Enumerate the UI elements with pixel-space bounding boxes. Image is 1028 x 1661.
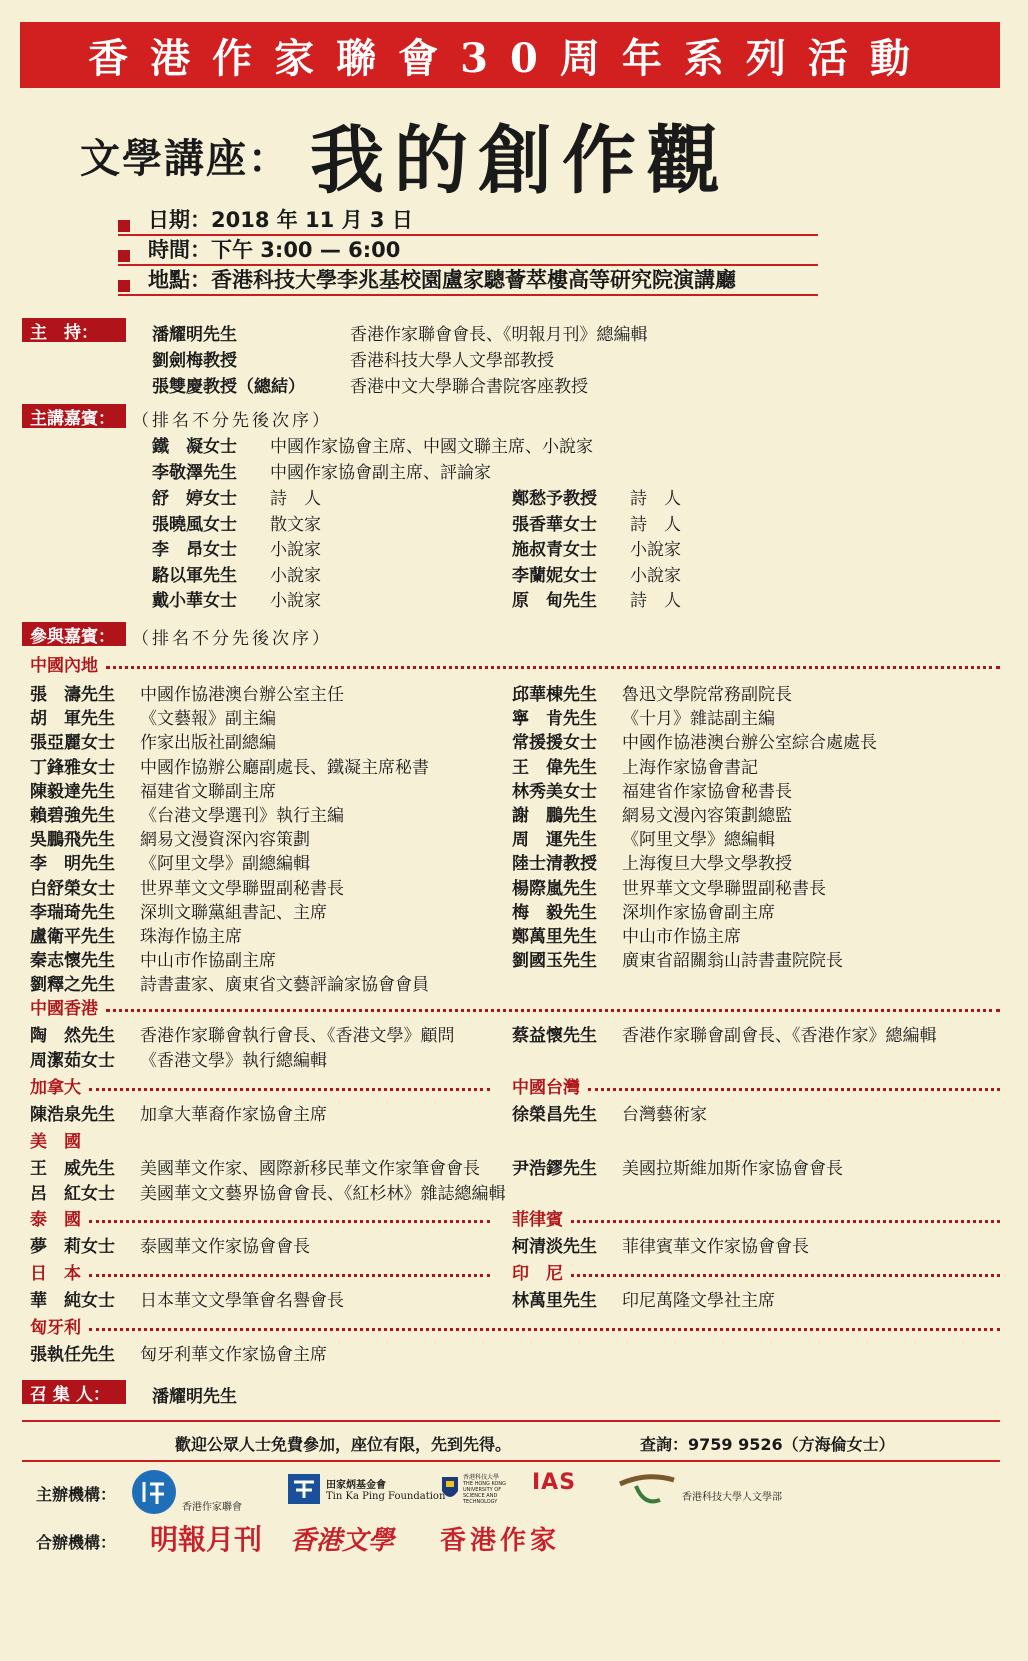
region-mainland: 中國內地	[30, 652, 1000, 674]
hosts-label: 主 持：	[22, 318, 126, 342]
participant-name: 梅 毅先生	[512, 902, 597, 923]
speaker-desc: 中國作家協會主席、中國文聯主席、小說家	[270, 437, 593, 457]
speaker-desc: 小說家	[630, 540, 681, 560]
participant-name: 盧衛平先生	[30, 927, 115, 947]
participant-name: 王 威先生	[30, 1159, 115, 1179]
participant-name: 蔡益懷先生	[512, 1026, 597, 1046]
participant-name: 劉釋之先生	[30, 975, 115, 996]
participant-desc: 美國華文文藝界協會會長、《紅杉林》雜誌總編輯	[140, 1184, 506, 1204]
region-indonesia: 印 尼	[512, 1260, 1000, 1282]
hklit-logo	[290, 1520, 394, 1557]
host-name: 張雙慶教授（總結）	[152, 377, 305, 397]
humanities-label: 香港科技大學人文學部	[682, 1491, 782, 1503]
participant-name: 賴碧強先生	[30, 806, 115, 826]
participant-name: 陳毅達先生	[30, 781, 115, 802]
speaker-name: 戴小華女士	[152, 591, 237, 611]
mingpao-logo	[150, 1518, 262, 1558]
speakers-label: 主講嘉賓：	[22, 404, 126, 428]
footer-divider-bottom	[22, 1460, 1000, 1462]
participant-desc: 珠海作協主席	[140, 927, 242, 947]
host-desc: 香港作家聯會會長、《明報月刊》總編輯	[350, 325, 648, 345]
ias-logo	[532, 1470, 576, 1495]
speaker-name: 李敬澤先生	[152, 463, 237, 483]
participant-desc: 深圳文聯黨組書記、主席	[140, 902, 327, 923]
participant-name: 陶 然先生	[30, 1026, 115, 1046]
participant-desc: 世界華文文學聯盟副秘書長	[140, 878, 344, 899]
participant-desc: 香港作家聯會執行會長、《香港文學》顧問	[140, 1026, 455, 1046]
bullet-square-icon	[118, 280, 130, 292]
hkwa-logo-label: 香港作家聯會	[182, 1501, 242, 1513]
humanities-logo-icon	[616, 1470, 678, 1508]
speakers-note: （排名不分先後次序）	[132, 411, 332, 431]
participant-desc: 《阿里文學》總編輯	[622, 830, 775, 851]
participant-desc: 香港作家聯會副會長、《香港作家》總編輯	[622, 1026, 937, 1046]
participant-desc: 作家出版社副總編	[140, 733, 276, 754]
region-thailand: 泰 國	[30, 1206, 490, 1228]
participant-desc: 中山市作協副主席	[140, 951, 276, 972]
participant-name: 寧 肯先生	[512, 709, 597, 730]
participant-name: 周潔茹女士	[30, 1051, 115, 1071]
region-canada: 加拿大	[30, 1074, 490, 1096]
tinkaping-en: Tin Ka Ping Foundation	[326, 1491, 446, 1502]
host-name: 潘耀明先生	[152, 325, 237, 345]
participant-name: 謝 鵬先生	[512, 806, 597, 826]
participant-name: 張執任先生	[30, 1345, 115, 1365]
participant-desc: 《十月》雜誌副主編	[622, 709, 775, 730]
participant-name: 王 偉先生	[512, 757, 597, 778]
participant-desc: 《香港文學》執行總編輯	[140, 1051, 327, 1071]
speaker-desc: 小說家	[270, 565, 321, 586]
info-venue: 地點：香港科技大學李兆基校園盧家驄薈萃樓高等研究院演講廳	[118, 264, 818, 296]
region-taiwan: 中國台灣	[512, 1074, 1000, 1096]
tinkaping-logo-icon	[288, 1474, 320, 1504]
hkwriters-logo	[440, 1520, 560, 1557]
participant-name: 胡 軍先生	[30, 709, 115, 730]
speaker-desc: 散文家	[270, 514, 321, 535]
participant-desc: 中國作協港澳台辦公室主任	[140, 685, 344, 705]
hkwa-logo-icon	[130, 1468, 178, 1516]
lecture-title	[80, 110, 980, 204]
participant-desc: 中國作協港澳台辦公室綜合處處長	[622, 733, 877, 754]
participant-name: 邱華棟先生	[512, 685, 597, 705]
participant-desc: 日本華文文學筆會名譽會長	[140, 1291, 344, 1311]
participant-name: 徐榮昌先生	[512, 1105, 597, 1125]
participant-desc: 印尼萬隆文學社主席	[622, 1291, 775, 1311]
event-banner: 香港作家聯會30周年系列活動	[20, 22, 1000, 88]
tinkaping-logo	[288, 1474, 445, 1504]
speaker-name: 鄭愁予教授	[512, 489, 597, 509]
title-main: 我的創作觀	[310, 118, 730, 204]
speaker-desc: 小說家	[270, 540, 321, 560]
participant-name: 秦志懷先生	[30, 951, 115, 972]
participant-desc: 上海復旦大學文學教授	[622, 854, 792, 875]
participant-name: 周 運先生	[512, 830, 597, 851]
region-hongkong: 中國香港	[30, 995, 1000, 1017]
participants-label: 參與嘉賓：	[22, 622, 126, 646]
participant-desc: 《台港文學選刊》執行主編	[140, 806, 344, 826]
speaker-name: 李蘭妮女士	[512, 565, 597, 586]
participant-desc: 廣東省韶關翁山詩書畫院院長	[622, 951, 843, 972]
enquiry-text: 查詢：9759 9526（方海倫女士）	[640, 1435, 895, 1454]
participant-name: 夢 莉女士	[30, 1237, 115, 1257]
speaker-desc: 小說家	[630, 565, 681, 586]
participant-name: 林秀美女士	[512, 781, 597, 802]
host-desc: 香港科技大學人文學部教授	[350, 351, 554, 371]
hkust-en: THE HONG KONG UNIVERSITY OF SCIENCE AND TECHNOLOGY	[463, 1481, 507, 1505]
participant-desc: 加拿大華裔作家協會主席	[140, 1105, 327, 1125]
participant-name: 尹浩鏐先生	[512, 1159, 597, 1179]
title-prefix: 文學講座：	[80, 135, 290, 182]
participant-name: 張亞麗女士	[30, 733, 115, 754]
participant-desc: 網易文漫內容策劃總監	[622, 806, 792, 826]
participant-name: 白舒榮女士	[30, 878, 115, 899]
participant-desc: 美國華文作家、國際新移民華文作家筆會會長	[140, 1159, 480, 1179]
speaker-name: 施叔青女士	[512, 540, 597, 560]
participant-desc: 福建省作家協會秘書長	[622, 781, 792, 802]
participant-name: 劉國玉先生	[512, 951, 597, 972]
participant-desc: 魯迅文學院常務副院長	[622, 685, 792, 705]
mingpao-logo-text: 明報月刊	[150, 1523, 263, 1556]
footer-divider-top	[22, 1420, 1000, 1422]
speaker-desc: 詩 人	[630, 489, 681, 509]
participant-desc: 中山市作協主席	[622, 927, 741, 947]
participant-name: 楊際嵐先生	[512, 878, 597, 899]
participant-desc: 世界華文文學聯盟副秘書長	[622, 878, 826, 899]
convener-label: 召 集 人：	[22, 1380, 126, 1404]
participant-desc: 泰國華文作家協會會長	[140, 1237, 310, 1257]
bullet-square-icon	[118, 220, 130, 232]
participant-desc: 菲律賓華文作家協會會長	[622, 1237, 809, 1257]
hkust-cn: 香港科技大學	[463, 1474, 500, 1481]
participant-desc: 台灣藝術家	[622, 1105, 707, 1125]
participant-name: 呂 紅女士	[30, 1184, 115, 1204]
participant-desc: 網易文漫資深內容策劃	[140, 830, 310, 851]
speaker-name: 駱以軍先生	[152, 565, 237, 586]
participant-desc: 上海作家協會書記	[622, 757, 758, 778]
region-japan: 日 本	[30, 1260, 490, 1282]
organizer-label: 主辦機構：	[36, 1485, 117, 1504]
humanities-logo	[616, 1470, 782, 1508]
speaker-name: 鐵 凝女士	[152, 437, 237, 457]
participant-name: 常援援女士	[512, 733, 597, 754]
participant-desc: 《文藝報》副主編	[140, 709, 276, 730]
info-time: 時間：下午 3:00 — 6:00	[118, 234, 818, 266]
hkust-logo	[440, 1472, 523, 1505]
participant-desc: 詩書畫家、廣東省文藝評論家協會會員	[140, 975, 429, 996]
speaker-name: 李 昂女士	[152, 540, 237, 560]
speaker-name: 原 甸先生	[512, 591, 597, 611]
participant-name: 柯清淡先生	[512, 1237, 597, 1257]
participant-desc: 《阿里文學》副總編輯	[140, 854, 310, 875]
tinkaping-cn: 田家炳基金會	[326, 1480, 386, 1491]
participant-name: 李 明先生	[30, 854, 115, 875]
speaker-desc: 中國作家協會副主席、評論家	[270, 463, 491, 483]
participant-name: 鄭萬里先生	[512, 927, 597, 947]
host-desc: 香港中文大學聯合書院客座教授	[350, 377, 588, 397]
participant-name: 吳鵬飛先生	[30, 830, 115, 851]
participant-desc: 中國作協辦公廳副處長、鐵凝主席秘書	[140, 757, 429, 778]
participant-name: 李瑞琦先生	[30, 902, 115, 923]
participant-name: 張 濤先生	[30, 685, 115, 705]
region-philippines: 菲律賓	[512, 1206, 1000, 1228]
speaker-name: 張香華女士	[512, 514, 597, 535]
speaker-desc: 詩 人	[630, 514, 681, 535]
region-usa: 美 國	[30, 1131, 81, 1152]
region-hungary: 匈牙利	[30, 1314, 1000, 1336]
hkwa-logo	[130, 1468, 242, 1516]
hkwriters-logo-text: 香港作家	[440, 1526, 561, 1556]
ias-logo-text: IAS	[532, 1470, 577, 1495]
participant-name: 丁鋒雅女士	[30, 757, 115, 778]
participant-name: 陳浩泉先生	[30, 1105, 115, 1125]
speaker-name: 張曉風女士	[152, 514, 237, 535]
speaker-desc: 小說家	[270, 591, 321, 611]
coorganizer-label: 合辦機構：	[36, 1533, 117, 1552]
speaker-desc: 詩 人	[270, 489, 321, 509]
participant-name: 林萬里先生	[512, 1291, 597, 1311]
hkust-crest-icon	[440, 1475, 460, 1503]
bullet-square-icon	[118, 250, 130, 262]
convener-name: 潘耀明先生	[152, 1387, 237, 1407]
hklit-logo-text: 香港文學	[290, 1526, 395, 1556]
speaker-desc: 詩 人	[630, 591, 681, 611]
participant-desc: 福建省文聯副主席	[140, 781, 276, 802]
info-date: 日期：2018 年 11 月 3 日	[118, 204, 818, 236]
participant-desc: 匈牙利華文作家協會主席	[140, 1345, 327, 1365]
participant-name: 陸士清教授	[512, 854, 597, 875]
participant-name: 華 純女士	[30, 1291, 115, 1311]
participants-note: （排名不分先後次序）	[132, 629, 332, 649]
participant-desc: 深圳作家協會副主席	[622, 902, 775, 923]
host-name: 劉劍梅教授	[152, 351, 237, 371]
speaker-name: 舒 婷女士	[152, 489, 237, 509]
welcome-text: 歡迎公眾人士免費參加，座位有限，先到先得。	[175, 1435, 512, 1454]
participant-desc: 美國拉斯維加斯作家協會會長	[622, 1159, 843, 1179]
